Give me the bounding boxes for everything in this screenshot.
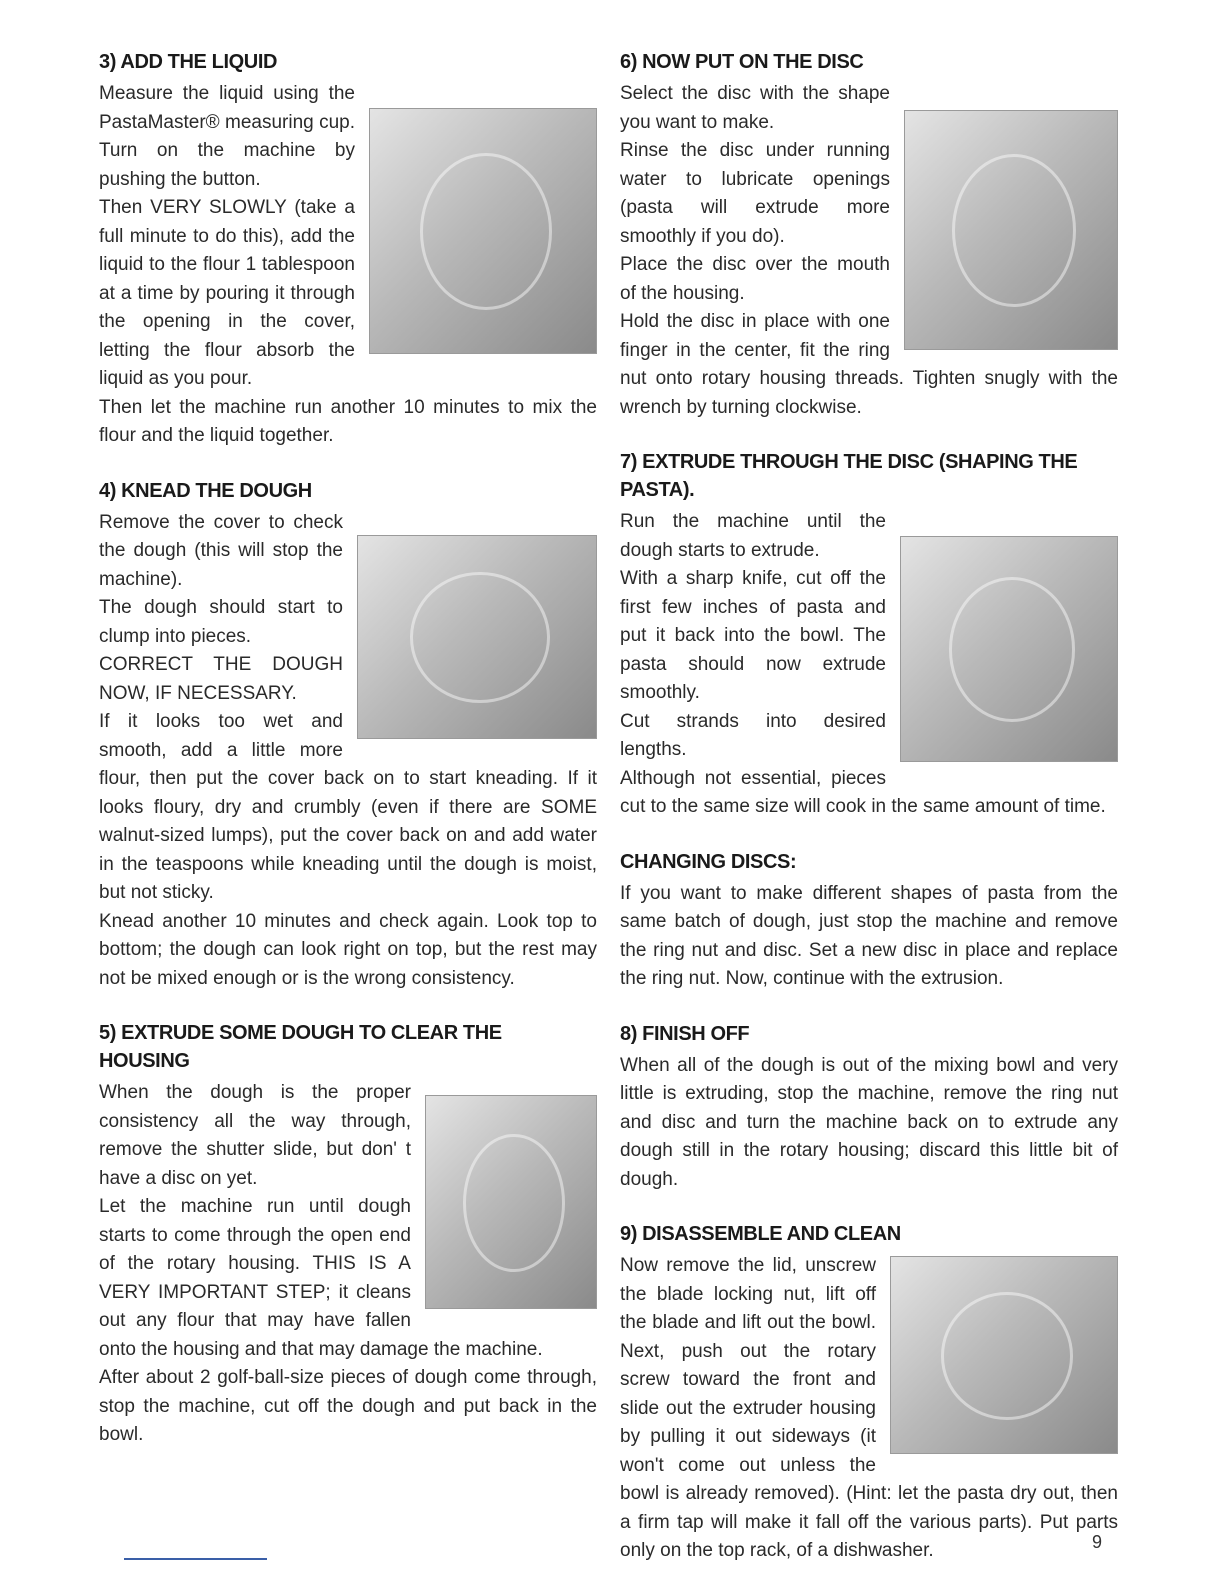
paragraph: Knead another 10 minutes and check again. Look top to bottom; the dough can look right on top, but the rest may not be mixed enough or is the wrong consistency. [99, 910, 597, 989]
photo-extruding-dough [425, 1095, 597, 1309]
right-column [620, 48, 1118, 1592]
paragraph: CORRECT THE DOUGH NOW, IF NECESSARY. [99, 654, 343, 704]
photo-cutting-pasta [900, 536, 1118, 762]
paragraph: Remove the cover to check the dough (this will stop the machine). [99, 511, 343, 590]
photo-placing-disc [904, 110, 1118, 350]
paragraph: When all of the dough is out of the mixing bowl and very little is extruding, stop the machine, remove the ring nut and disc and turn the machine back on to extrude any dough still in the rotary housing; discard this little bit of dough. [620, 1054, 1118, 1190]
section-add-liquid [99, 48, 597, 451]
section-title: 4) KNEAD THE DOUGH [99, 479, 312, 502]
section-disassemble-clean [620, 1220, 1118, 1566]
paragraph: Let the machine run until dough starts to come through the open end of the rotary housing. THIS IS A VERY IMPORTANT STEP; it cleans out any flour that may have fallen onto the housing and that may damage the machine. [99, 1196, 543, 1360]
section-put-on-disc [620, 48, 1118, 422]
paragraph: When the dough is the proper consistency all the way through, remove the shutter slide, but don' t have a disc on yet. [99, 1082, 411, 1189]
footer-rule [124, 1558, 267, 1560]
section-title: 3) ADD THE LIQUID [99, 51, 278, 73]
left-column [99, 48, 597, 1476]
paragraph: Then VERY SLOWLY (take a full minute to do this), add the liquid to the flour 1 tablespoon at a time by pouring it through the opening in the cover, letting the flour absorb the liquid as you pour. [99, 197, 355, 389]
paragraph: Measure the liquid using the PastaMaster® measuring cup. Turn on the machine by pushing the button. [99, 83, 355, 190]
paragraph: Rinse the disc under running water to lubricate openings (pasta will extrude more smoothly if you do). [620, 140, 890, 247]
paragraph: Hold the disc in place with one finger in the center, fit the ring nut onto rotary housing threads. Tighten snugly with the wrench by turning clockwise. [620, 311, 1118, 418]
paragraph: Now remove the lid, unscrew the blade locking nut, lift off the blade and lift out the bowl. Next, push out the rotary screw toward the front and slide out the extruder housing by pulling it out sideways (it won't come out unless the bowl is already removed). (Hint: let the pasta dry out, then a firm tap will make it fall off the various parts). Put parts only on the top rack, of a dishwasher. [620, 1255, 1118, 1561]
paragraph: Place the disc over the mouth of the housing. [620, 254, 890, 304]
paragraph: The dough should start to clump into pieces. [99, 597, 343, 647]
paragraph: After about 2 golf-ball-size pieces of dough come through, stop the machine, cut off the dough and put back in the bowl. [99, 1367, 597, 1445]
section-finish-off [620, 1020, 1118, 1195]
paragraph: With a sharp knife, cut off the first few inches of pasta and put it back into the bowl. The pasta should now extrude smoothly. [620, 568, 886, 703]
paragraph: Then let the machine run another 10 minutes to mix the flour and the liquid together. [99, 396, 597, 446]
section-extrude-through-disc [620, 448, 1118, 822]
paragraph: If you want to make different shapes of pasta from the same batch of dough, just stop the machine and remove the ring nut and disc. Set a new disc in place and replace the ring nut. Now, continue with the extrusion. [620, 882, 1118, 989]
page-number: 9 [1092, 1532, 1103, 1552]
paragraph: Run the machine until the dough starts to extrude. [620, 511, 886, 561]
section-title: 7) EXTRUDE THROUGH THE DISC (SHAPING THE PASTA). [620, 451, 1078, 501]
paragraph: Although not essential, pieces cut to the same size will cook in the same amount of time. [620, 767, 1106, 817]
photo-pouring-liquid [369, 108, 597, 354]
section-knead-dough [99, 477, 597, 994]
section-title: 8) FINISH OFF [620, 1022, 750, 1045]
paragraph: Select the disc with the shape you want to make. [620, 83, 890, 133]
photo-dough-in-bowl [357, 535, 597, 739]
section-title: CHANGING DISCS: [620, 850, 797, 873]
section-title: 5) EXTRUDE SOME DOUGH TO CLEAR THE HOUSING [99, 1022, 502, 1072]
paragraph: Cut strands into desired lengths. [620, 710, 886, 760]
section-extrude-some-dough [99, 1019, 597, 1450]
photo-disassembled-parts [890, 1256, 1118, 1454]
section-title: 9) DISASSEMBLE AND CLEAN [620, 1223, 901, 1245]
paragraph: If it looks too wet and smooth, add a little more flour, then put the cover back on to start kneading. If it looks floury, dry and crumbly (even if there are SOME walnut-sized lumps), put the cover back on and add water in the teaspoons while kneading until the dough is moist, but not sticky. [99, 711, 597, 903]
section-changing-discs [620, 848, 1118, 994]
section-title: 6) NOW PUT ON THE DISC [620, 51, 864, 73]
